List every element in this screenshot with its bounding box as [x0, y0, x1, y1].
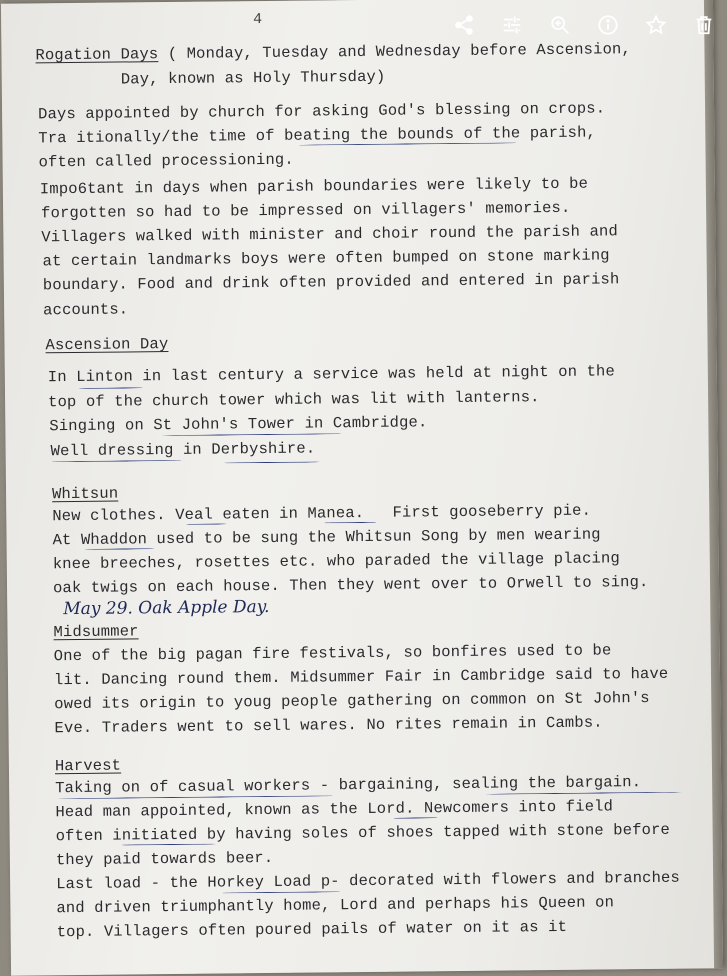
midsummer-line: Eve. Traders went to sell wares. No rites remain in Cambs. [54, 713, 603, 738]
favorite-button[interactable] [641, 10, 671, 40]
harvest-line: Last load - the Horkey Load p- decorated with flowers and branches [56, 868, 681, 894]
info-icon [597, 14, 619, 36]
harvest-line: top. Villagers often poured pails of water on it as it [56, 917, 568, 942]
share-icon [453, 14, 475, 36]
ascension-line: Singing on St John's Tower in Cambridge. [49, 413, 428, 436]
rogation-line: ( Monday, Tuesday and Wednesday before Ascension, [158, 40, 631, 64]
trash-icon [693, 14, 715, 36]
rogation-title-line [35, 39, 631, 65]
delete-button[interactable] [689, 10, 719, 40]
whitsun-line: knee breeches, rosettes etc. who paraded the village placing [52, 549, 620, 574]
midsummer-line: lit. Dancing round them. Midsummer Fair in Cambridge said to have [53, 664, 669, 690]
share-button[interactable] [449, 10, 479, 40]
info-button[interactable] [593, 10, 623, 40]
zoom-in-icon [549, 14, 571, 36]
rogation-line: Villagers walked with minister and choir round the parish and [41, 222, 618, 247]
rogation-line: at certain landmarks boys were often bumped on stone marking [42, 246, 610, 271]
ink-underline [52, 460, 182, 462]
section-heading-ascension: Ascension Day [45, 335, 169, 355]
viewer-toolbar [449, 8, 719, 42]
ink-underline [222, 891, 340, 893]
section-heading-whitsun: Whitsun [51, 484, 119, 504]
rogation-line: Days appointed by church for asking God's blessing on crops. [37, 99, 606, 124]
rogation-line: Day, known as Holy Thursday) [35, 67, 386, 90]
harvest-line: Head man appointed, known as the Lord. Newcomers into field [55, 797, 614, 822]
ascension-line: Well dressing in Derbyshire. [50, 439, 316, 461]
rogation-line: boundary. Food and drink often provided and entered in parish [42, 270, 620, 295]
section-heading-midsummer: Midsummer [53, 622, 139, 642]
adjust-button[interactable] [497, 10, 527, 40]
harvest-line: often initiated by having soles of shoes tapped with stone before [55, 820, 671, 846]
harvest-line: and driven triumphantly home, Lord and perhaps his Queen on [56, 893, 615, 918]
harvest-line: Taking on of casual workers - bargaining, sealing the bargain. [55, 773, 642, 798]
star-icon [645, 14, 667, 36]
rogation-line: often called processioning. [38, 150, 294, 172]
whitsun-line: oak twigs on each house. Then they went over to Orwell to sing. [52, 573, 649, 598]
rogation-line: Impo6tant in days when parish boundaries were likely to be [39, 174, 589, 199]
section-heading-harvest: Harvest [54, 756, 122, 776]
sliders-icon [501, 14, 523, 36]
midsummer-line: owed its origin to youg people gathering on common on St John's [54, 688, 650, 714]
document-page [1, 0, 723, 976]
rogation-line: accounts. [43, 300, 129, 320]
whitsun-line: New clothes. Veal eaten in Manea. First gooseberry pie. [52, 501, 592, 526]
ascension-line: In Linton in last century a service was held at night on the [47, 362, 616, 387]
rogation-line: forgotten so had to be impressed on villagers' memories. [41, 198, 571, 223]
handwritten-note: May 29. Oak Apple Day. [63, 596, 270, 620]
harvest-line: they paid towards beer. [55, 848, 274, 870]
ink-underline [79, 387, 143, 389]
page-number: 4 [253, 11, 263, 29]
ink-underline [122, 844, 216, 846]
ink-underline [224, 461, 320, 463]
midsummer-line: One of the big pagan fire festivals, so bonfires used to be [53, 641, 612, 666]
ink-underline [393, 817, 437, 818]
ink-underline [85, 548, 155, 550]
whitsun-line: At Whaddon used to be sung the Whitsun Song by men wearing [52, 525, 601, 550]
page-edge-shadow [704, 0, 723, 968]
ink-underline [324, 522, 376, 524]
rogation-line: Tra itionally/the time of beating the bounds of the parish, [38, 123, 597, 148]
ascension-line: top of the church tower which was lit with lanterns. [48, 388, 540, 412]
section-heading-rogation: Rogation Days [35, 45, 159, 65]
zoom-button[interactable] [545, 10, 575, 40]
